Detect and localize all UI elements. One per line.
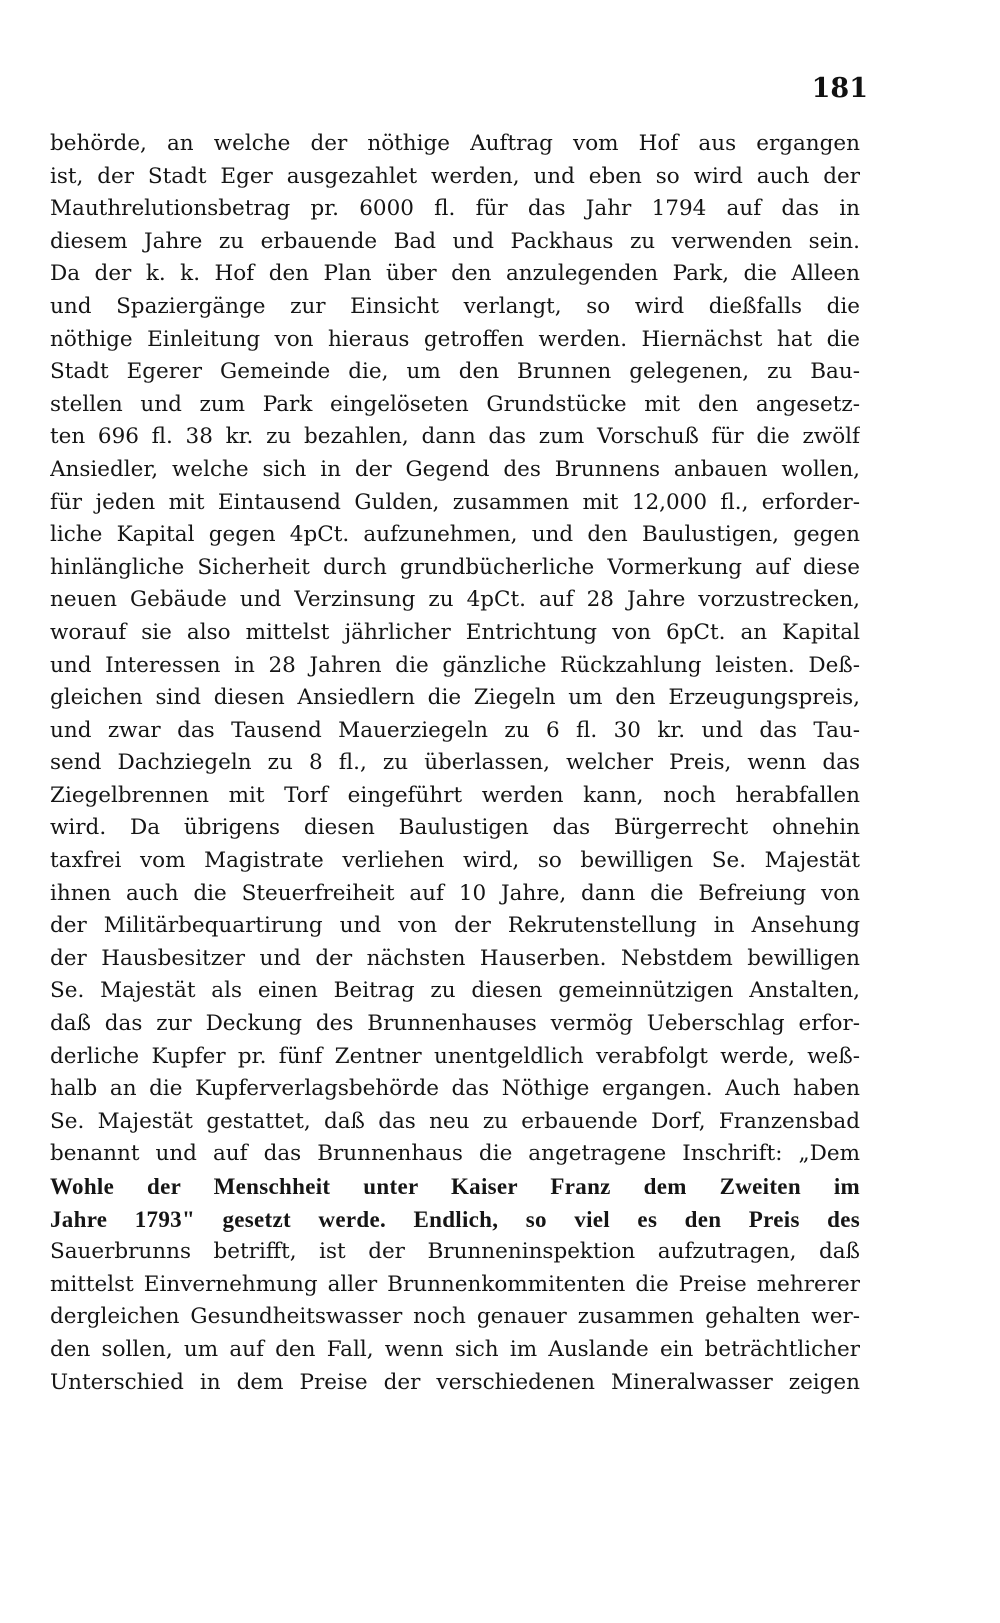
- text-line: stellen und zum Park eingelöseten Grundstücke mit den angesetz-: [50, 391, 860, 417]
- text-line: Ziegelbrennen mit Torf eingeführt werden kann, noch herabfallen: [50, 782, 860, 808]
- text-line: Se. Majestät gestattet, daß das neu zu erbauende Dorf, Franzensbad: [50, 1108, 860, 1134]
- text-line: Stadt Egerer Gemeinde die, um den Brunnen gelegenen, zu Bau-: [50, 359, 860, 385]
- text-line: Wohle der Menschheit unter Kaiser Franz dem Zweiten im: [50, 1174, 860, 1199]
- text-line: taxfrei vom Magistrate verliehen wird, so bewilligen Se. Majestät: [50, 848, 860, 874]
- text-line: Da der k. k. Hof den Plan über den anzulegenden Park, die Alleen: [50, 261, 860, 287]
- text-line: worauf sie also mittelst jährlicher Entrichtung von 6pCt. an Kapital: [50, 619, 860, 645]
- text-line: der Hausbesitzer und der nächsten Hauserben. Nebstdem bewilligen: [50, 945, 860, 971]
- text-line: Sauerbrunns betrifft, ist der Brunneninspektion aufzutragen, daß: [50, 1239, 860, 1265]
- text-line: der Militärbequartirung und von der Rekrutenstellung in Ansehung: [50, 913, 860, 939]
- text-line: neuen Gebäude und Verzinsung zu 4pCt. auf 28 Jahre vorzustrecken,: [50, 587, 860, 613]
- text-line: derliche Kupfer pr. fünf Zentner unentgeldlich verabfolgt werde, weß-: [50, 1043, 860, 1069]
- text-line: nöthige Einleitung von hieraus getroffen werden. Hiernächst hat die: [50, 326, 860, 352]
- page-number: 181: [811, 73, 868, 104]
- text-line: halb an die Kupferverlagsbehörde das Nöthige ergangen. Auch haben: [50, 1076, 860, 1102]
- text-line: Ansiedler, welche sich in der Gegend des Brunnens anbauen wollen,: [50, 456, 860, 482]
- text-line: den sollen, um auf den Fall, wenn sich im Auslande ein beträchtlicher: [50, 1336, 860, 1362]
- text-line: dergleichen Gesundheitswasser noch genauer zusammen gehalten wer-: [50, 1304, 860, 1330]
- text-line: Se. Majestät als einen Beitrag zu diesen gemeinnützigen Anstalten,: [50, 978, 860, 1004]
- text-line: diesem Jahre zu erbauende Bad und Packhaus zu verwenden sein.: [50, 228, 860, 254]
- text-line: benannt und auf das Brunnenhaus die angetragene Inschrift: „Dem: [50, 1141, 860, 1167]
- text-line: wird. Da übrigens diesen Baulustigen das Bürgerrecht ohnehin: [50, 815, 860, 841]
- body-text: [50, 128, 860, 1399]
- text-line: behörde, an welche der nöthige Auftrag vom Hof aus ergangen: [50, 131, 860, 156]
- text-line: ihnen auch die Steuerfreiheit auf 10 Jahre, dann die Befreiung von: [50, 880, 860, 906]
- text-line: Unterschied in dem Preise der verschiedenen Mineralwasser zeigen: [50, 1369, 860, 1395]
- text-line: für jeden mit Eintausend Gulden, zusammen mit 12,000 fl., erforder-: [50, 489, 860, 515]
- text-line: send Dachziegeln zu 8 fl., zu überlassen, welcher Preis, wenn das: [50, 750, 860, 776]
- text-line: und Spaziergänge zur Einsicht verlangt, so wird dießfalls die: [50, 293, 860, 319]
- text-line: liche Kapital gegen 4pCt. aufzunehmen, und den Baulustigen, gegen: [50, 522, 860, 548]
- text-line: und zwar das Tausend Mauerziegeln zu 6 fl. 30 kr. und das Tau-: [50, 717, 860, 743]
- text-line: Jahre 1793" gesetzt werde. Endlich, so viel es den Preis des: [50, 1206, 860, 1232]
- text-line: ten 696 fl. 38 kr. zu bezahlen, dann das zum Vorschuß für die zwölf: [50, 424, 860, 450]
- text-line: Mauthrelutionsbetrag pr. 6000 fl. für das Jahr 1794 auf das in: [50, 196, 860, 222]
- text-line: gleichen sind diesen Ansiedlern die Ziegeln um den Erzeugungspreis,: [50, 685, 860, 711]
- text-line: mittelst Einvernehmung aller Brunnenkommitenten die Preise mehrerer: [50, 1271, 860, 1297]
- text-line: hinlängliche Sicherheit durch grundbücherliche Vormerkung auf diese: [50, 554, 860, 580]
- text-line: daß das zur Deckung des Brunnenhauses vermög Ueberschlag erfor-: [50, 1011, 860, 1037]
- text-line: und Interessen in 28 Jahren die gänzliche Rückzahlung leisten. Deß-: [50, 652, 860, 678]
- text-line: ist, der Stadt Eger ausgezahlet werden, und eben so wird auch der: [50, 163, 860, 189]
